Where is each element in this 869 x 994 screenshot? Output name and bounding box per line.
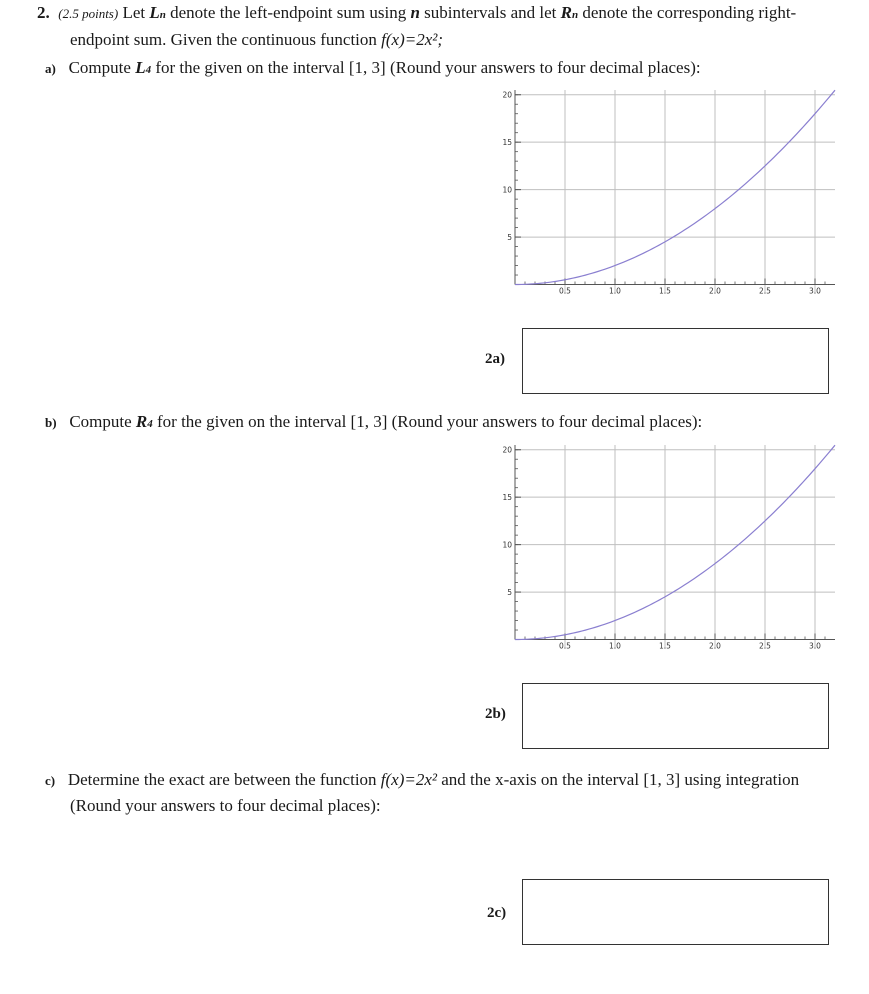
part-b-prompt: b) Compute R4 for the given on the interval [1, 3] (Round your answers to four decimal places): xyxy=(45,412,703,431)
n-symbol: n xyxy=(410,3,420,22)
y-tick-label: 10 xyxy=(502,185,512,195)
intro-text-3: subintervals and let xyxy=(424,3,557,22)
function-expression: f(x)=2x²; xyxy=(381,30,444,49)
answer-label-2c: 2c) xyxy=(487,905,507,921)
x-tick-label: 2.0 xyxy=(709,641,721,651)
answer-box-2a[interactable] xyxy=(522,328,829,394)
graph-part-b xyxy=(480,439,840,661)
function-expression-c: f(x)=2x² xyxy=(380,770,438,789)
function-curve xyxy=(515,90,835,284)
part-a-label: a) xyxy=(45,61,56,76)
question-number: 2. xyxy=(37,3,50,22)
answer-label-2a: 2a) xyxy=(485,351,505,367)
intro-text-1: Let xyxy=(122,3,146,22)
part-c-line-2: (Round your answers to four decimal places): xyxy=(70,796,381,815)
y-tick-label: 5 xyxy=(507,588,512,598)
x-tick-label: 1.0 xyxy=(609,641,621,651)
x-tick-label: 0.5 xyxy=(559,286,571,296)
part-c-label: c) xyxy=(45,773,56,788)
l4-symbol: L4 xyxy=(135,58,152,77)
y-tick-label: 15 xyxy=(502,138,512,148)
x-tick-label: 1.0 xyxy=(609,286,621,296)
y-tick-label: 20 xyxy=(502,90,512,100)
answer-box-2b[interactable] xyxy=(522,683,829,749)
x-tick-label: 1.5 xyxy=(659,286,671,296)
x-tick-label: 1.5 xyxy=(659,641,671,651)
x-tick-label: 3.0 xyxy=(809,286,821,296)
answer-label-2b: 2b) xyxy=(485,706,506,722)
question-points: (2.5 points) xyxy=(58,6,119,21)
x-tick-label: 0.5 xyxy=(559,641,571,651)
function-curve xyxy=(515,445,835,639)
graph-part-a xyxy=(480,84,840,306)
part-b-label: b) xyxy=(45,415,57,430)
x-tick-label: 2.5 xyxy=(759,286,771,296)
x-tick-label: 2.0 xyxy=(709,286,721,296)
y-tick-label: 15 xyxy=(502,493,512,503)
question-line-2: endpoint sum. Given the continuous function f(x)=2x²; xyxy=(70,30,444,49)
intro-text-2: denote the left-endpoint sum using xyxy=(170,3,407,22)
answer-box-2c[interactable] xyxy=(522,879,829,945)
part-a-prompt: a) Compute L4 for the given on the interval [1, 3] (Round your answers to four decimal places): xyxy=(45,58,701,77)
y-tick-label: 10 xyxy=(502,540,512,550)
question-header xyxy=(37,3,796,23)
x-tick-label: 3.0 xyxy=(809,641,821,651)
ln-symbol: Ln xyxy=(149,3,166,22)
x-tick-label: 2.5 xyxy=(759,641,771,651)
intro-text-4: denote the corresponding right- xyxy=(582,3,797,22)
rn-symbol: Rn xyxy=(560,3,579,22)
r4-symbol: R4 xyxy=(135,412,153,431)
part-c-prompt: c) Determine the exact are between the function f(x)=2x² and the x-axis on the interval [1, 3] using integration xyxy=(45,770,800,789)
y-tick-label: 20 xyxy=(502,445,512,455)
y-tick-label: 5 xyxy=(507,233,512,243)
